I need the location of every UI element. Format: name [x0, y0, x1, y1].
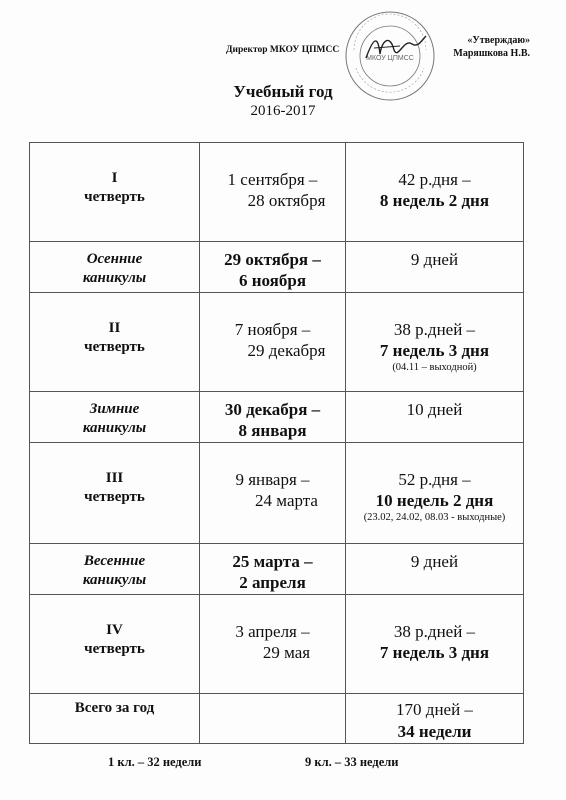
period-name-cell — [30, 143, 200, 242]
date-end: 6 ноября — [238, 271, 307, 290]
director-title: Директор МКОУ ЦПМСС — [226, 45, 340, 55]
period-number: III — [105, 470, 124, 486]
days-cell — [346, 443, 524, 544]
weeks: 7 недель 3 дня — [379, 341, 490, 360]
total-days: 170 дней – — [396, 700, 473, 719]
holiday-type: каникулы — [82, 572, 147, 588]
period-name-cell — [30, 293, 200, 392]
total-label: Всего за год — [74, 700, 155, 716]
period-name-cell — [30, 443, 200, 544]
holiday-name: Осенние — [86, 251, 143, 267]
weeks: 7 недель 3 дня — [379, 643, 490, 662]
period-type: четверть — [84, 489, 145, 505]
approval-label: «Утверждаю» — [467, 35, 530, 46]
dates-cell — [200, 392, 346, 443]
days-note: (04.11 – выходной) — [392, 362, 477, 373]
holiday-days: 10 дней — [406, 400, 463, 419]
period-type: четверть — [84, 339, 145, 355]
days-note: (23.02, 24.02, 08.03 - выходные) — [363, 512, 506, 523]
empty-cell — [200, 694, 346, 744]
date-start: 30 декабря – — [224, 400, 321, 419]
holiday-name: Весенние — [83, 553, 146, 569]
date-start: 29 октября – — [224, 250, 321, 269]
total-weeks: 34 недели — [397, 722, 472, 741]
days-cell — [346, 143, 524, 242]
period-number: I — [111, 170, 118, 186]
days-cell — [346, 595, 524, 694]
dates-cell — [200, 143, 346, 242]
date-start: 7 ноября – — [234, 320, 311, 339]
work-days: 38 р.дней – — [393, 320, 476, 339]
days-cell — [346, 392, 524, 443]
holiday-name: Зимние — [89, 401, 140, 417]
holiday-name-cell — [30, 392, 200, 443]
weeks: 8 недель 2 дня — [379, 191, 490, 210]
days-cell — [346, 544, 524, 595]
weeks: 10 недель 2 дня — [375, 491, 494, 510]
total-row — [30, 694, 524, 744]
table-row — [30, 143, 524, 242]
table-row — [30, 242, 524, 293]
signature — [360, 30, 430, 66]
holiday-type: каникулы — [82, 420, 147, 436]
dates-cell — [200, 595, 346, 694]
period-number: II — [108, 320, 121, 336]
table-row — [30, 293, 524, 392]
table-row — [30, 595, 524, 694]
period-type: четверть — [84, 189, 145, 205]
period-name-cell — [30, 595, 200, 694]
document-title — [0, 82, 566, 120]
date-end: 24 марта — [255, 491, 318, 510]
period-type: четверть — [84, 641, 145, 657]
date-end: 2 апреля — [239, 573, 306, 592]
period-number: IV — [106, 622, 123, 638]
table-row — [30, 392, 524, 443]
holiday-type: каникулы — [82, 270, 147, 286]
grade1-weeks: 1 кл. – 32 недели — [108, 755, 202, 769]
director-name: Маряшкова Н.В. — [453, 48, 530, 59]
grade9-weeks: 9 кл. – 33 недели — [305, 755, 399, 769]
work-days: 42 р.дня – — [398, 170, 471, 189]
work-days: 38 р.дней – — [393, 622, 476, 641]
days-cell — [346, 242, 524, 293]
days-cell — [346, 293, 524, 392]
date-end: 8 января — [238, 421, 307, 440]
dates-cell — [200, 242, 346, 293]
table-row — [30, 544, 524, 595]
holiday-days: 9 дней — [410, 552, 459, 571]
schedule-table — [29, 142, 524, 744]
date-end: 29 мая — [262, 643, 311, 662]
date-start: 1 сентября – — [227, 170, 318, 189]
date-end: 28 октября — [247, 191, 326, 210]
stamp-text: МКОУ ЦПМСС — [366, 55, 414, 62]
title-main: Учебный год — [233, 82, 333, 101]
date-start: 9 января – — [235, 470, 310, 489]
holiday-name-cell — [30, 544, 200, 595]
work-days: 52 р.дня – — [398, 470, 471, 489]
holiday-days: 9 дней — [410, 250, 459, 269]
title-years: 2016-2017 — [250, 103, 316, 119]
table-row — [30, 443, 524, 544]
dates-cell — [200, 293, 346, 392]
date-start: 3 апреля – — [235, 622, 310, 641]
total-days-cell — [346, 694, 524, 744]
date-start: 25 марта – — [232, 552, 313, 571]
total-label-cell — [30, 694, 200, 744]
holiday-name-cell — [30, 242, 200, 293]
date-end: 29 декабря — [247, 341, 326, 360]
dates-cell — [200, 544, 346, 595]
dates-cell — [200, 443, 346, 544]
